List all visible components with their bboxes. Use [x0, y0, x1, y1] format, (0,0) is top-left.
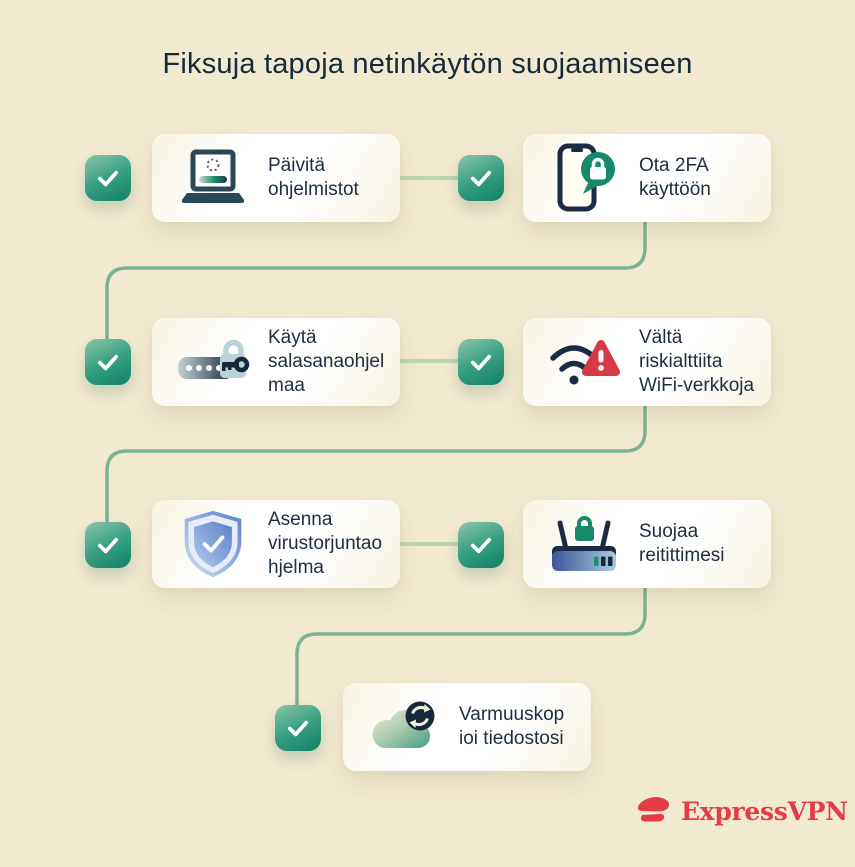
step-label: Vältä riskialttiita WiFi-verkkoja	[639, 326, 755, 397]
step-card-secure-router	[523, 500, 771, 588]
expressvpn-logo-icon	[633, 793, 673, 829]
check-icon	[94, 531, 122, 559]
page-title: Fiksuja tapoja netinkäytön suojaamiseen	[162, 48, 693, 80]
phone-2fa-lock-icon	[543, 142, 625, 214]
brand-name: ExpressVPN	[681, 796, 848, 826]
cloud-backup-icon	[363, 698, 445, 756]
check-icon	[284, 714, 312, 742]
step-label: Varmuuskop ioi tiedostosi	[459, 703, 565, 749]
check-icon	[467, 348, 495, 376]
step-card-antivirus	[152, 500, 400, 588]
software-update-icon	[172, 147, 254, 209]
check-badge-1	[85, 155, 131, 201]
check-badge-6	[458, 522, 504, 568]
step-label: Päivitä ohjelmistot	[268, 154, 359, 200]
check-icon	[94, 348, 122, 376]
step-card-update-software	[152, 134, 400, 222]
antivirus-shield-icon	[172, 509, 254, 579]
step-card-password-manager	[152, 318, 400, 406]
check-badge-4	[458, 339, 504, 385]
step-label: Käytä salasanaohjel maa	[268, 326, 385, 397]
step-card-avoid-risky-wifi	[523, 318, 771, 406]
check-badge-3	[85, 339, 131, 385]
step-label: Ota 2FA käyttöön	[639, 154, 711, 200]
wifi-warning-icon	[543, 332, 625, 392]
check-badge-2	[458, 155, 504, 201]
step-label: Suojaa reitittimesi	[639, 520, 725, 566]
check-badge-7	[275, 705, 321, 751]
step-card-enable-2fa	[523, 134, 771, 222]
check-icon	[94, 164, 122, 192]
password-manager-icon	[172, 333, 254, 391]
check-badge-5	[85, 522, 131, 568]
step-card-backup-files	[343, 683, 591, 771]
check-icon	[467, 531, 495, 559]
step-label: Asenna virustorjuntao hjelma	[268, 508, 383, 579]
check-icon	[467, 164, 495, 192]
router-lock-icon	[543, 512, 625, 576]
footer-brand	[633, 793, 848, 829]
